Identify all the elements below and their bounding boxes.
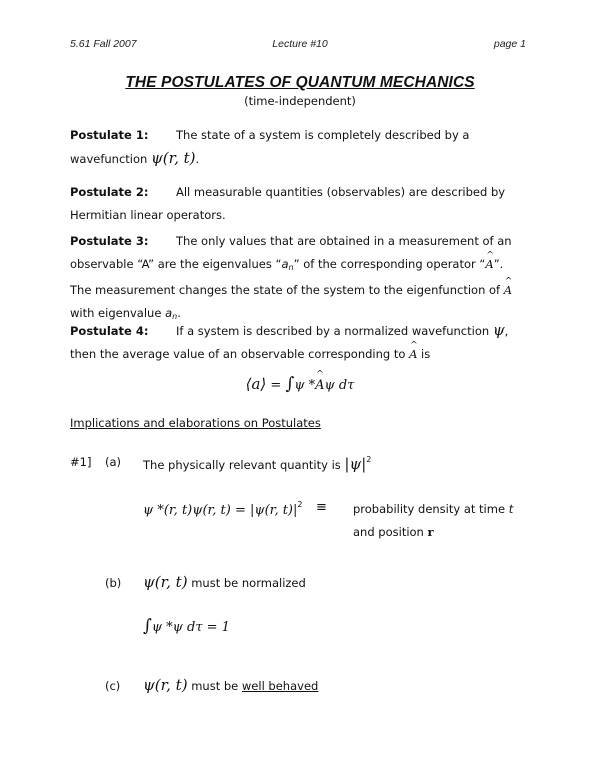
postulate-3-text-c: ”. The measurement changes the state of the system to the eigenfunction of <box>70 257 504 297</box>
part-c-text <box>143 676 318 694</box>
psi-symbol: ψ <box>492 321 505 339</box>
psi-modulus: |ψ| <box>344 455 367 473</box>
postulate-4-text-c: is <box>421 347 431 361</box>
wavefunction-symbol: ψ(r, t) <box>150 149 196 167</box>
well-behaved-text: well behaved <box>241 679 319 693</box>
header-course: 5.61 Fall 2007 <box>70 38 137 50</box>
postulate-4 <box>70 319 528 366</box>
expectation-value: ⟨a⟩ <box>245 375 267 393</box>
equals-sign: = <box>270 378 282 393</box>
average-value-equation <box>0 374 600 394</box>
postulate-1-period: . <box>195 152 200 166</box>
density-equation <box>143 500 302 518</box>
operator-a-hat-2: ^ A <box>504 279 512 302</box>
postulate-1 <box>70 124 528 171</box>
operator-a-hat-3: ^ A <box>409 343 417 366</box>
postulate-3-text-a: The only values that are obtained in a measurement of an observable “A” are the eigenvalues “ <box>70 234 512 271</box>
eigenvalue-symbol-2: a <box>165 306 173 320</box>
wavefunction-c: ψ(r, t) <box>143 676 188 694</box>
eigenvalue-symbol: a <box>281 257 289 271</box>
part-a-text <box>143 455 371 473</box>
part-c-label: (c) <box>105 679 121 693</box>
postulate-2 <box>70 181 528 227</box>
header-lecture: Lecture #10 <box>272 38 328 50</box>
postulate-3-text-d: with eigenvalue <box>70 306 162 320</box>
density-lhs: ψ *(r, t)ψ(r, t) = |ψ(r, t)| <box>143 503 298 518</box>
postulate-4-text-b: , then the average value of an observable corresponding to <box>70 324 509 361</box>
position-symbol: r <box>427 525 434 539</box>
part-b-description: must be normalized <box>191 576 306 590</box>
postulate-4-label: Postulate 4: <box>70 324 149 338</box>
header-page-number: page 1 <box>493 38 526 50</box>
postulate-2-label: Postulate 2: <box>70 185 149 199</box>
equivalence-sign: ≡ <box>316 500 327 515</box>
eigenvalue-subscript: n <box>288 263 294 272</box>
postulate-1-text: The state of a system is completely described by a wavefunction <box>70 128 470 166</box>
part-b-label: (b) <box>105 576 122 590</box>
psi-dtau: ψ dτ <box>324 378 355 393</box>
postulate-2-text: All measurable quantities (observables) are described by Hermitian linear operators. <box>70 185 506 222</box>
postulate-3-label: Postulate 3: <box>70 234 149 248</box>
part-a-label: (a) <box>105 455 122 469</box>
normalization-body: ψ *ψ dτ = 1 <box>151 620 230 635</box>
item-1-number: #1] <box>70 455 92 469</box>
postulate-1-label: Postulate 1: <box>70 128 149 142</box>
postulate-3-text-b: ” of the corresponding operator “ <box>293 257 486 271</box>
section-heading: Implications and elaborations on Postulates <box>70 416 321 430</box>
eigenvalue-subscript-2: n <box>172 312 178 321</box>
part-c-description: must be <box>191 679 239 693</box>
time-symbol: t <box>508 502 514 516</box>
postulate-3-period: . <box>177 306 181 320</box>
density-desc-a: probability density at time <box>353 502 506 516</box>
part-b-text <box>143 573 306 591</box>
density-description-1 <box>353 502 513 516</box>
wavefunction-b: ψ(r, t) <box>143 573 188 591</box>
psi-modulus-power: 2 <box>366 455 372 464</box>
density-desc-b: and position <box>353 525 424 539</box>
page-title: THE POSTULATES OF QUANTUM MECHANICS <box>125 74 475 91</box>
page-subtitle: (time-independent) <box>244 94 356 108</box>
integral-sign-2: ∫ <box>143 616 152 636</box>
density-power: 2 <box>297 500 303 509</box>
postulate-4-text-a: If a system is described by a normalized wavefunction <box>176 324 490 338</box>
operator-a-hat-4: ^ A <box>315 378 324 393</box>
part-a-description: The physically relevant quantity is <box>143 458 341 472</box>
integral-sign: ∫ <box>285 374 295 394</box>
psi-star: ψ * <box>294 378 316 393</box>
density-description-2 <box>353 525 434 539</box>
normalization-equation <box>143 616 230 636</box>
operator-a-hat: ^ A <box>485 253 493 276</box>
postulate-3 <box>70 230 528 328</box>
